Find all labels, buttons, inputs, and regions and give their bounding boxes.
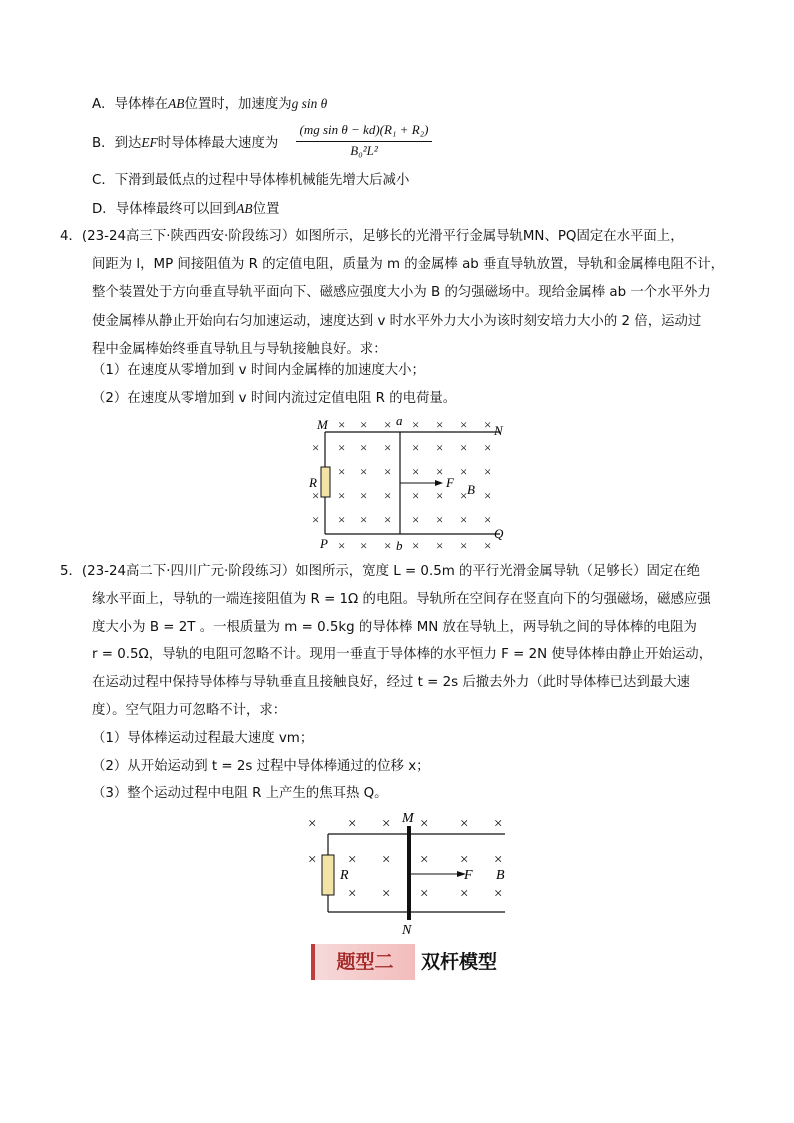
field-cross: × [382,816,391,832]
field-cross: × [420,816,429,832]
q5-label-R: R [340,868,349,883]
q5-rod-MN [407,826,411,920]
field-cross: × [436,440,444,455]
field-cross: × [338,440,346,455]
q4-label-M: M [317,417,328,432]
field-cross: × [484,538,492,553]
q4-resistor [321,467,330,497]
q5-sub-1: （1）导体棒运动过程最大速度 vm； [92,731,314,746]
field-cross: × [348,816,357,832]
q3-option-a-prefix: A．导体棒在 [92,97,169,112]
section-banner [311,944,511,980]
q4-label-N: N [494,423,503,438]
q4-label-Q: Q [494,526,504,541]
field-cross: × [384,440,392,455]
q3-option-b [92,134,278,153]
field-cross: × [484,488,492,503]
q5-line-1: 5．(23-24高二下·四川广元·阶段练习）如图所示，宽度 L = 0.5m 的平行光滑金属导轨（足够长）固定在绝 [60,564,701,579]
field-cross: × [312,512,320,527]
q4-label-R: R [309,475,317,490]
field-cross: × [308,852,317,868]
q4-label-P: P [320,536,328,551]
field-cross: × [484,512,492,527]
field-cross: × [384,417,392,432]
q4-sub-2: （2）在速度从零增加到 v 时间内流过定值电阻 R 的电荷量。 [92,391,457,406]
field-cross: × [436,538,444,553]
q5-line-5: 在运动过程中保持导体棒与导轨垂直且接触良好，经过 t = 2s 后撤去外力（此时导体棒已达到最大速 [92,675,691,690]
q4-label-F: F [446,475,454,490]
field-cross: × [420,886,429,902]
section-label: 题型二 [311,944,415,980]
field-cross: × [338,538,346,553]
field-cross: × [460,440,468,455]
q4-label-a: a [396,413,403,428]
field-cross: × [360,417,368,432]
field-cross: × [412,512,420,527]
field-cross: × [360,538,368,553]
field-cross: × [420,852,429,868]
field-cross: × [412,440,420,455]
field-cross: × [412,538,420,553]
q5-figure [300,808,520,940]
q3-option-b-fraction-bar [296,141,432,142]
field-cross: × [460,886,469,902]
q4-label-b: b [396,538,403,553]
section-title: 双杆模型 [421,951,498,973]
field-cross: × [436,488,444,503]
q5-label-F: F [464,868,473,883]
field-cross: × [412,417,420,432]
field-cross: × [460,852,469,868]
q4-label-B: B [467,482,475,497]
q3-option-a-var: AB [168,96,185,111]
q3-option-d-suffix: 位置 [252,202,280,217]
field-cross: × [338,488,346,503]
field-cross: × [494,816,503,832]
field-cross: × [436,417,444,432]
field-cross: × [360,488,368,503]
q4-field-crosses [312,417,491,553]
q4-sub-1: （1）在速度从零增加到 v 时间内金属棒的加速度大小； [92,363,425,378]
q3-option-b-var: EF [141,135,158,150]
field-cross: × [338,417,346,432]
field-cross: × [494,852,503,868]
q3-option-b-numerator: (mg sin θ − kd)(R₁ + R₂) [299,122,429,137]
field-cross: × [360,512,368,527]
q3-option-a [92,95,327,114]
field-cross: × [460,464,468,479]
field-cross: × [382,886,391,902]
q3-option-c: C．下滑到最低点的过程中导体棒机械能先增大后减小 [92,173,410,188]
field-cross: × [460,417,468,432]
q5-sub-2: （2）从开始运动到 t = 2s 过程中导体棒通过的位移 x； [92,759,430,774]
field-cross: × [348,852,357,868]
field-cross: × [484,417,492,432]
q4-line-3: 整个装置处于方向垂直导轨平面向下、磁感应强度大小为 B 的匀强磁场中。现给金属棒 ab 一个水平外力 [92,285,711,300]
field-cross: × [460,816,469,832]
field-cross: × [312,488,320,503]
q5-line-2: 缘水平面上，导轨的一端连接阻值为 R = 1Ω 的电阻。导轨所在空间存在竖直向下的匀强磁场，磁感应强 [92,592,711,607]
q3-option-d-var: AB [236,201,253,216]
field-cross: × [384,488,392,503]
q3-option-b-prefix: B．到达 [92,136,142,151]
field-cross: × [338,464,346,479]
q3-option-b-denominator: B₀²L² [350,143,378,158]
field-cross: × [460,538,468,553]
q3-option-a-expr: g sin θ [291,96,328,111]
field-cross: × [412,464,420,479]
field-cross: × [460,512,468,527]
q5-field-crosses [308,816,502,902]
field-cross: × [360,440,368,455]
field-cross: × [360,464,368,479]
field-cross: × [484,464,492,479]
q3-option-b-mid: 时导体棒最大速度为 [157,136,279,151]
field-cross: × [382,852,391,868]
field-cross: × [412,488,420,503]
q5-line-6: 度）。空气阻力可忽略不计，求： [92,703,287,718]
q5-line-3: 度大小为 B = 2T 。一根质量为 m = 0.5kg 的导体棒 MN 放在导轨上，两导轨之间的导体棒的电阻为 [92,620,697,635]
field-cross: × [484,440,492,455]
field-cross: × [384,512,392,527]
field-cross: × [460,488,468,503]
q3-option-a-mid: 位置时，加速度为 [184,97,292,112]
q4-line-1: 4．(23-24高三下·陕西西安·阶段练习）如图所示，足够长的光滑平行金属导轨MN、PQ固定在水平面上， [60,229,684,244]
field-cross: × [308,816,317,832]
q5-label-M: M [402,811,414,826]
q5-resistor [322,855,334,895]
q4-line-5: 程中金属棒始终垂直导轨且与导轨接触良好。求： [92,342,387,357]
q5-label-B: B [496,868,505,883]
q4-figure [300,410,520,560]
q4-force-arrowhead [435,480,443,486]
q4-line-4: 使金属棒从静止开始向右匀加速运动，速度达到 v 时水平外力大小为该时刻安培力大小的 2 倍，运动过 [92,314,702,329]
field-cross: × [494,886,503,902]
field-cross: × [384,538,392,553]
field-cross: × [348,886,357,902]
q5-line-4: r = 0.5Ω，导轨的电阻可忽略不计。现用一垂直于导体棒的水平恒力 F = 2N 使导体棒由静止开始运动， [92,647,713,662]
q5-sub-3: （3）整个运动过程中电阻 R 上产生的焦耳热 Q。 [92,786,388,801]
q3-option-d-prefix: D．导体棒最终可以回到 [92,202,237,217]
field-cross: × [384,464,392,479]
q3-option-d [92,200,279,219]
field-cross: × [436,512,444,527]
q4-line-2: 间距为 l，MP 间接阻值为 R 的定值电阻，质量为 m 的金属棒 ab 垂直导轨放置，导轨和金属棒电阻不计， [92,257,725,272]
field-cross: × [312,440,320,455]
field-cross: × [338,512,346,527]
field-cross: × [436,464,444,479]
q5-label-N: N [402,923,412,938]
